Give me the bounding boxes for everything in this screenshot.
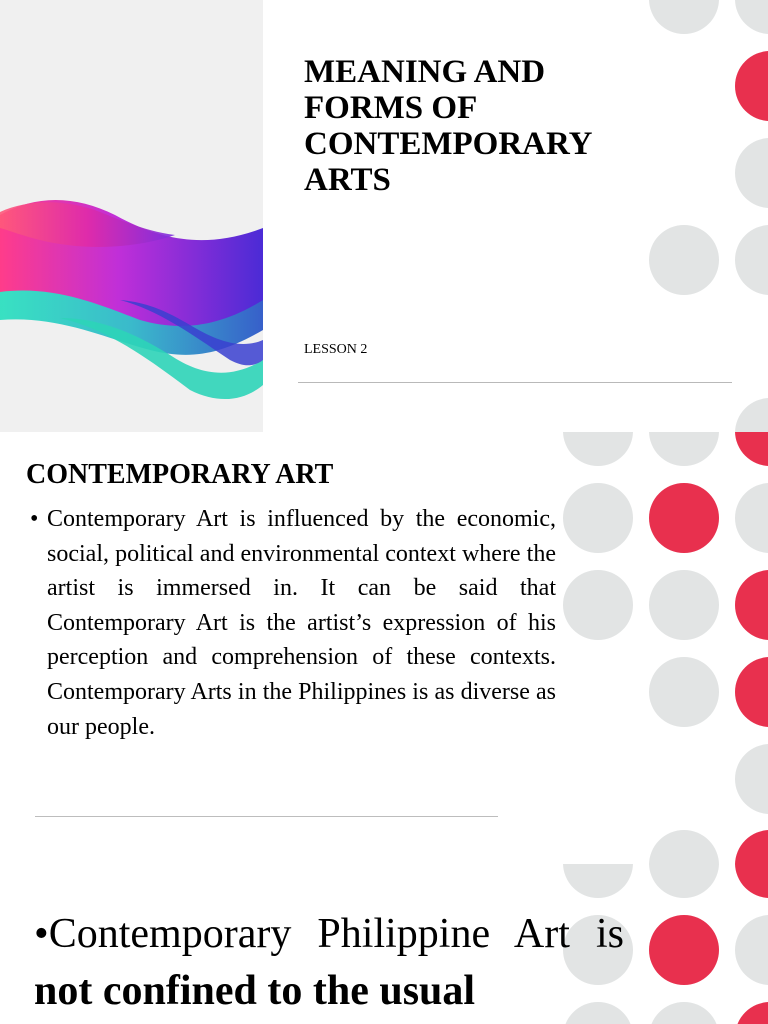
title-slide bbox=[0, 0, 768, 432]
slide-subtitle: LESSON 2 bbox=[304, 342, 368, 357]
decor-dot bbox=[735, 1002, 768, 1024]
decor-dot bbox=[735, 225, 768, 295]
decor-dot bbox=[563, 864, 633, 898]
decor-dot bbox=[649, 915, 719, 985]
decor-dot bbox=[563, 483, 633, 553]
decor-dot bbox=[649, 1002, 719, 1024]
abstract-wave-panel bbox=[0, 0, 263, 432]
decor-dot bbox=[563, 570, 633, 640]
bullet-marker: • bbox=[34, 911, 49, 957]
decor-dot bbox=[649, 0, 719, 34]
paragraph-text-normal: Contemporary Philippine Art is bbox=[48, 911, 624, 957]
decor-dot bbox=[649, 830, 719, 864]
decor-dot bbox=[735, 915, 768, 985]
decor-dot bbox=[735, 483, 768, 553]
decor-dot bbox=[649, 432, 719, 466]
large-bullet-paragraph bbox=[34, 906, 624, 1020]
decor-dot bbox=[735, 51, 768, 121]
slide-title: MEANING AND FORMS OF CONTEMPORARY ARTS bbox=[304, 54, 593, 198]
decor-dot bbox=[735, 0, 768, 34]
decor-dot bbox=[563, 432, 633, 466]
decor-dot bbox=[735, 657, 768, 727]
decor-dot bbox=[649, 483, 719, 553]
decor-dot bbox=[735, 432, 768, 466]
decor-dot bbox=[735, 864, 768, 898]
paragraph-text-bold: not confined to the usual bbox=[34, 968, 476, 1014]
decor-dot bbox=[735, 830, 768, 864]
abstract-wave-graphic bbox=[0, 0, 263, 432]
bullet-paragraph bbox=[30, 502, 556, 744]
decor-dot bbox=[735, 744, 768, 814]
decor-dot bbox=[735, 570, 768, 640]
decor-dot bbox=[735, 138, 768, 208]
decor-dot bbox=[649, 570, 719, 640]
decor-dot bbox=[735, 398, 768, 432]
section-heading: CONTEMPORARY ART bbox=[26, 459, 334, 490]
decor-dot bbox=[649, 225, 719, 295]
paragraph-text: Contemporary Art is influenced by the economic, social, political and environmental context where the artist is immersed in. It can be said that Contemporary Art is the artist’s expression of his perception and comprehension of these contexts. Contemporary Arts in the Philippines is as diverse as our people. bbox=[47, 506, 556, 740]
divider-line bbox=[35, 816, 498, 817]
decor-dot bbox=[649, 864, 719, 898]
divider-line bbox=[298, 382, 732, 383]
bullet-marker: • bbox=[30, 506, 39, 532]
decor-dot bbox=[649, 657, 719, 727]
